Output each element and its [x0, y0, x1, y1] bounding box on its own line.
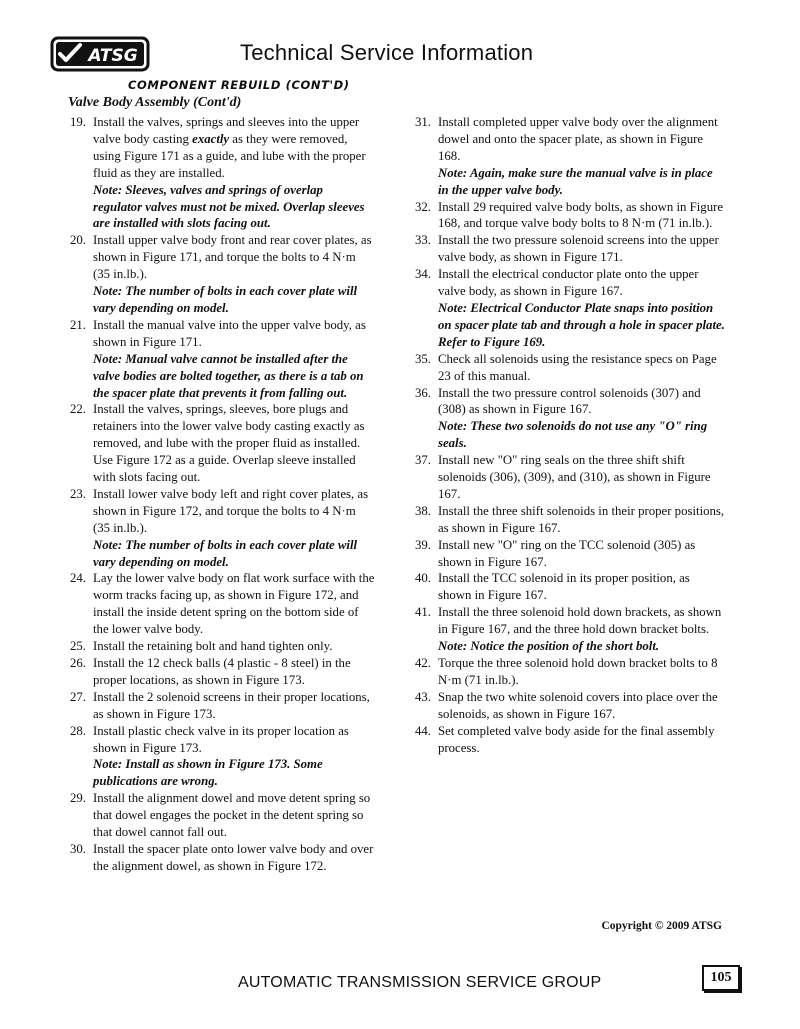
- instruction-step: [415, 452, 725, 503]
- right-column: [415, 114, 725, 756]
- step-number: 32.: [415, 199, 431, 214]
- page-number: 105: [702, 965, 740, 991]
- step-text: Install the electrical conductor plate onto the upper valve body, as shown in Figure 167.: [438, 267, 699, 299]
- instruction-step: [415, 232, 725, 266]
- step-text: Install the spacer plate onto lower valve body and over the alignment dowel, as shown in Figure 172.: [93, 841, 374, 873]
- step-text: Install the two pressure solenoid screens into the upper valve body, as shown in Figure 171.: [438, 233, 719, 265]
- step-text: Snap the two white solenoid covers into place over the solenoids, as shown in Figure 167.: [438, 689, 718, 721]
- copyright-notice: Copyright © 2009 ATSG: [601, 920, 722, 932]
- step-number: 38.: [415, 503, 431, 518]
- step-text-continued: as they were removed, using Figure 171 as a guide, and lube with the proper fluid as they are installed.: [93, 131, 366, 180]
- logo-text: ATSG: [88, 46, 138, 66]
- instruction-step: [70, 790, 375, 841]
- step-text: Install lower valve body left and right cover plates, as shown in Figure 172, and torque the bolts to 4 N·m (35 in.lb.).: [93, 486, 369, 535]
- step-note: Note: These two solenoids do not use any "O" ring seals.: [438, 419, 708, 451]
- step-number: 25.: [70, 639, 86, 654]
- step-note: Note: Notice the position of the short bolt.: [438, 639, 660, 654]
- step-text: Install the 12 check balls (4 plastic - 8 steel) in the proper locations, as shown in Figure 173.: [93, 656, 351, 687]
- step-number: 28.: [70, 723, 86, 738]
- instruction-step: [415, 114, 725, 199]
- page-header-title: Technical Service Information: [240, 40, 534, 65]
- instruction-step: [415, 503, 725, 537]
- step-note: Note: Electrical Conductor Plate snaps into position on spacer plate tab and through a hole in spacer plate. Refer to Figure 169.: [438, 300, 725, 349]
- step-number: 27.: [70, 689, 86, 704]
- step-number: 26.: [70, 656, 86, 670]
- step-note: Note: Sleeves, valves and springs of overlap regulator valves must not be mixed. Overlap sleeves are installed with slots facing out.: [93, 182, 365, 231]
- step-text: Install the three solenoid hold down brackets, as shown in Figure 167, and the three hold down bracket bolts.: [438, 605, 722, 637]
- step-number: 36.: [415, 385, 431, 400]
- instruction-step: [70, 841, 375, 875]
- instruction-step: [415, 385, 725, 453]
- instruction-step: [70, 401, 375, 486]
- step-note: Note: Manual valve cannot be installed after the valve bodies are bolted together, as there is a tab on the spacer plate that prevents it from falling out.: [93, 351, 364, 400]
- instruction-step: [415, 655, 725, 689]
- instruction-step: [415, 604, 725, 655]
- step-note: Note: The number of bolts in each cover plate will vary depending on model.: [93, 284, 358, 315]
- step-emphasis: exactly: [192, 131, 230, 146]
- step-text: Torque the three solenoid hold down bracket bolts to 8 N·m (71 in.lb.).: [438, 656, 718, 687]
- step-text: Install new "O" ring seals on the three shift shift solenoids (306), (309), and (310), as shown in Figure 167.: [438, 453, 711, 501]
- step-number: 31.: [415, 115, 431, 129]
- step-number: 44.: [415, 723, 431, 738]
- instruction-step: [415, 266, 725, 351]
- step-text: Install the valves, springs, sleeves, bore plugs and retainers into the lower valve body casting exactly as removed, and lube with the proper fluid as installed. Use Figure 172 as a guide. Overlap sleeve installed with slots facing out.: [93, 402, 365, 485]
- section-title: COMPONENT REBUILD (CONT'D): [128, 78, 350, 92]
- subsection-title: Valve Body Assembly (Cont'd): [68, 95, 242, 110]
- step-text: Lay the lower valve body on flat work surface with the worm tracks facing up, as shown in Figure 172, and install the inside detent spring on the bottom side of the lower valve body.: [93, 571, 375, 637]
- instruction-step: [70, 655, 375, 689]
- step-number: 24.: [70, 571, 86, 586]
- instruction-step: [70, 689, 375, 723]
- step-number: 21.: [70, 317, 86, 332]
- step-number: 37.: [415, 453, 431, 468]
- step-text: Install the 2 solenoid screens in their proper locations, as shown in Figure 173.: [93, 689, 370, 721]
- step-number: 34.: [415, 267, 431, 282]
- step-text: Install new "O" ring on the TCC solenoid (305) as shown in Figure 167.: [438, 537, 696, 569]
- instruction-step: [70, 114, 375, 232]
- step-number: 20.: [70, 233, 86, 248]
- step-number: 29.: [70, 791, 86, 806]
- instruction-step: [70, 638, 375, 655]
- step-text: Install the manual valve into the upper valve body, as shown in Figure 171.: [93, 317, 366, 349]
- step-text: Install completed upper valve body over the alignment dowel and onto the spacer plate, as shown in Figure 168.: [438, 115, 718, 163]
- step-number: 40.: [415, 571, 431, 586]
- step-text: Install the TCC solenoid in its proper position, as shown in Figure 167.: [438, 571, 690, 603]
- step-text: Install upper valve body front and rear cover plates, as shown in Figure 171, and torque the bolts to 4 N·m (35 in.lb.).: [93, 233, 372, 282]
- instruction-step: [415, 689, 725, 723]
- step-number: 43.: [415, 689, 431, 704]
- instruction-step: [70, 317, 375, 402]
- step-number: 19.: [70, 115, 86, 129]
- step-note: Note: Again, make sure the manual valve is in place in the upper valve body.: [438, 165, 713, 197]
- step-text: Install plastic check valve in its proper location as shown in Figure 173.: [93, 723, 349, 755]
- step-text: Install the three shift solenoids in their proper positions, as shown in Figure 167.: [438, 503, 725, 535]
- step-number: 23.: [70, 486, 86, 501]
- step-number: 42.: [415, 656, 431, 670]
- step-number: 33.: [415, 233, 431, 248]
- step-text: Install the retaining bolt and hand tighten only.: [93, 639, 333, 654]
- instruction-step: [415, 537, 725, 571]
- instruction-step: [415, 570, 725, 604]
- step-number: 39.: [415, 537, 431, 552]
- left-column: [70, 114, 375, 875]
- step-text: Install the alignment dowel and move detent spring so that dowel engages the pocket in the detent spring so that dowel cannot fall out.: [93, 791, 371, 840]
- step-text: Install the two pressure control solenoids (307) and (308) as shown in Figure 167.: [438, 385, 701, 417]
- step-text: Set completed valve body aside for the final assembly process.: [438, 723, 715, 755]
- instruction-step: [70, 232, 375, 317]
- step-note: Note: Install as shown in Figure 173. Some publications are wrong.: [93, 757, 323, 789]
- instruction-step: [70, 486, 375, 571]
- step-number: 35.: [415, 351, 431, 366]
- step-number: 22.: [70, 402, 86, 417]
- step-text: Install the valves, springs and sleeves into the upper valve body casting: [93, 115, 360, 146]
- step-note: Note: The number of bolts in each cover plate will vary depending on model.: [93, 537, 358, 569]
- instruction-step: [415, 351, 725, 385]
- instruction-step: [70, 723, 375, 791]
- footer-organization: AUTOMATIC TRANSMISSION SERVICE GROUP: [238, 974, 602, 991]
- step-text: Check all solenoids using the resistance specs on Page 23 of this manual.: [438, 351, 717, 383]
- instruction-step: [70, 570, 375, 638]
- instruction-step: [415, 723, 725, 757]
- atsg-logo: [50, 36, 150, 72]
- step-number: 30.: [70, 841, 86, 856]
- instruction-step: [415, 199, 725, 233]
- step-text: Install 29 required valve body bolts, as shown in Figure 168, and torque valve body bolts to 8 N·m (71 in.lb.).: [438, 199, 724, 231]
- step-number: 41.: [415, 605, 431, 620]
